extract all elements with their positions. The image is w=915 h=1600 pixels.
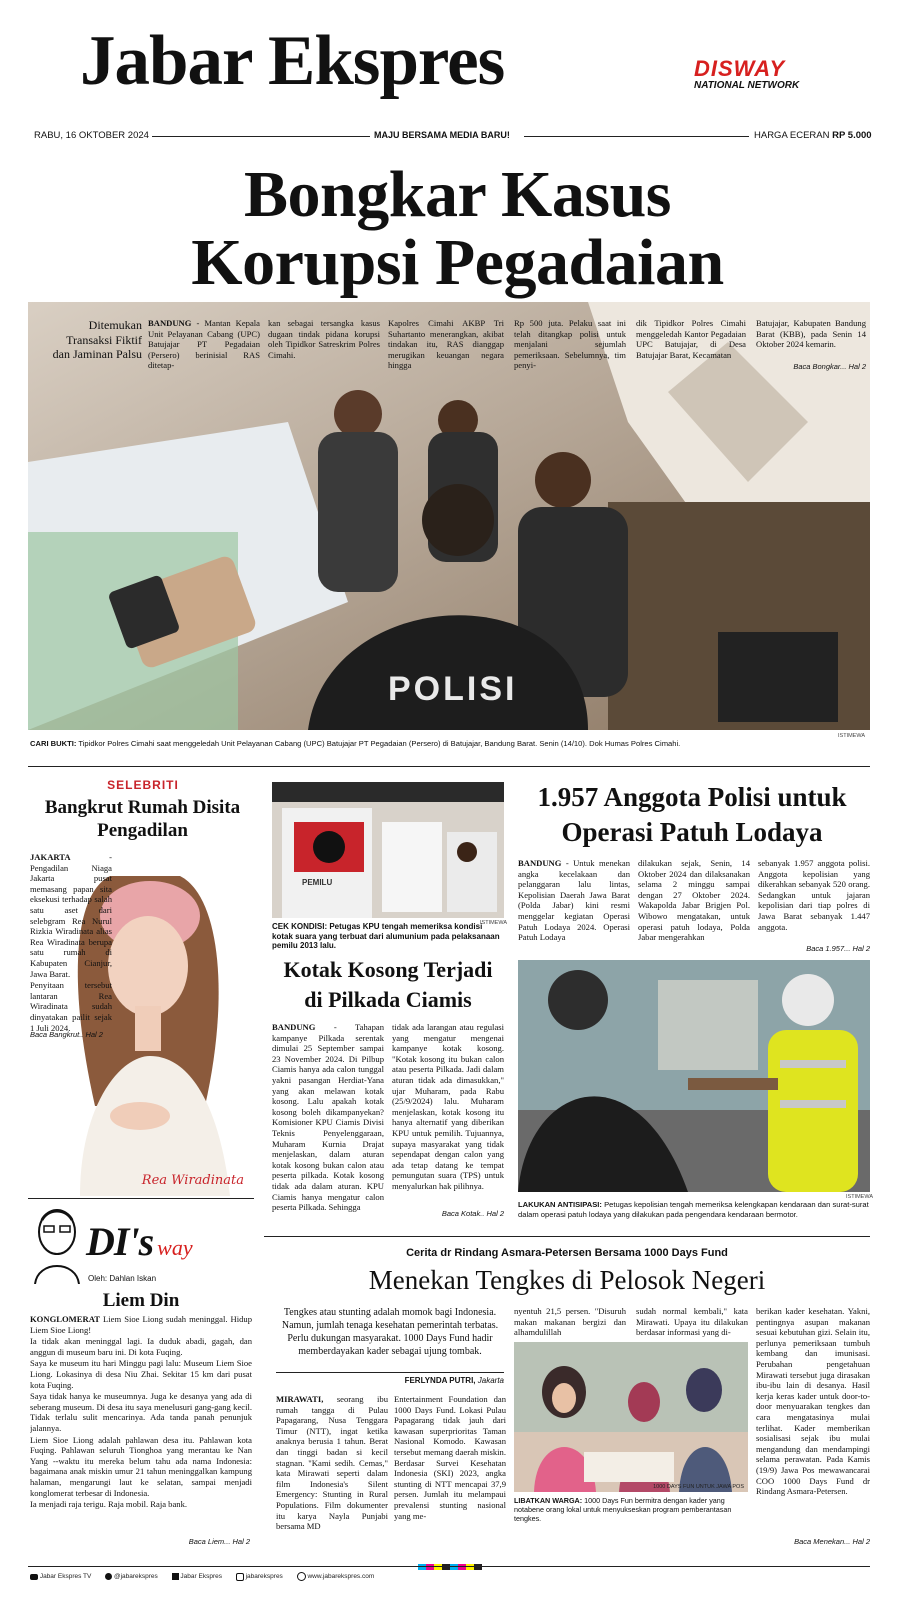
headline-col-2: kan sebagai tersangka kasus dugaan tindak pidana korupsi oleh Tipidkor Satreskrim Polres Cimahi.	[268, 318, 380, 360]
bottom-section-divider	[264, 1236, 870, 1237]
date-rule-right	[524, 136, 749, 137]
tengkes-col-3: nyentuh 21,5 persen. "Disuruh makan makanan bergizi dan alhamdulillah	[514, 1306, 626, 1338]
kotak-photo	[272, 782, 504, 918]
disway-para-2: Ia tidak akan meninggal lagi. Ia duduk abadi, gagah, dan anggun di museum baru ini. Di kota Fuqing.	[30, 1336, 252, 1357]
headline-col-1-text: - Mantan Kepala Unit Pelayanan Cabang (UPC) Batujajar PT Pegadaian (Persero) berinisial RAS ditetap-	[148, 318, 260, 371]
kotak-box-label: PEMILU	[302, 878, 333, 887]
headline-line-1: Bongkar Kasus	[244, 158, 671, 231]
footer-web[interactable]: www.jabarekspres.com	[307, 1573, 375, 1581]
section-divider	[28, 766, 870, 767]
tengkes-col-5: berikan kader kesehatan. Yakni, pentingnya asupan makanan sesuai kebutuhan gizi. Selain itu, perlunya pemeriksaan tumbuh kembang dan imunisasi. Perubahan pengetahuan Mirawati tersebut juga dirasakan ibu-ibu lain di desanya. Hasil kerja keras kader untuk door-to-door menyuarakan tengkes dan cara mengatasinya mulai terlihat. Kader memberikan sosialisasi sejak ibu mulai mengandung dan mendampingi selama perawatan. Pada Kamis (19/9) Jawa Pos mewawancarai COO 1000 Days Fund dr Rindang Asmara-Petersen.	[756, 1306, 870, 1497]
polisi-title-line-1: 1.957 Anggota Polisi untuk	[537, 782, 847, 812]
date-rule-left	[152, 136, 370, 137]
selebriti-continue-ref[interactable]: Baca Bangkrut.. Hal 2	[30, 1030, 103, 1039]
kotak-col-2: tidak ada larangan atau regulasi yang mengatur mengenai kampanye kotak kosong. "Kotak kosong itu bukan calon atau peserta Pilkada. Jadi dalam aturan tidak ada dimasukkan," ujar Muharam, pada Rabu (25/9/2024) lalu. Muharam menjelaskan, kotak kosong itu hanya alternatif yang diberikan KPU untuk pemilih. Tujuannya, supaya masyarakat yang tidak sependapat dengan calon yang ada tetap datang ke tempat pemungutan suara (TPS) untuk menyalurkan hak pilihnya.	[392, 1022, 504, 1191]
selebriti-title: Bangkrut Rumah Disita Pengadilan	[44, 797, 241, 841]
footer-facebook[interactable]: Jabar Ekspres	[180, 1573, 222, 1581]
tengkes-continue-ref[interactable]: Baca Menekan... Hal 2	[794, 1537, 870, 1546]
polisi-dateline: BANDUNG	[518, 858, 562, 868]
price-value: RP 5.000	[832, 130, 872, 141]
masthead-tagline: MAJU BERSAMA MEDIA BARU!	[374, 130, 510, 140]
tengkes-col-1-text: seorang ibu rumah tangga di Pulau Papagarang, Nusa Tenggara Timur (NTT), ingat ketika anaknya berusia 1 tahun. Berat dan tinggi badan si kecil stagnan. "Kami sedih. Cemas," kata Mirawati seperti dalam film Indonesia's Silent Emergency: Stunting in Rural Populations. Film dokumenter itu karya Nayla Punjabi bersama MD	[276, 1394, 388, 1532]
tengkes-caption-lead: LIBATKAN WARGA:	[514, 1496, 583, 1505]
polisi-caption	[518, 1200, 870, 1219]
headline-dateline: BANDUNG	[148, 318, 192, 328]
headline-subhead: Ditemukan Transaksi Fiktif dan Jaminan Palsu	[52, 318, 142, 361]
color-registration-bar	[418, 1557, 482, 1563]
headline-continue-ref[interactable]: Baca Bongkar... Hal 2	[793, 362, 866, 371]
polisi-col-1-text: - Untuk menekan angka kecelakaan dan pelanggaran lalu lintas, Kepolisian Daerah Jawa Barat (Polda Jabar) kini resmi menggelar kegiatan Operasi Patuh Lodaya 2024. Operasi Patuh Lodaya	[518, 858, 630, 943]
disway-para-4: Saya tidak hanya ke museumnya. Juga ke desanya yang ada di seberang museum. Di desa itu saya menelusuri gang-gang kecil. Tidak terlalu sulit mencarinya. Ada tanda panah penunjuk jalannya.	[30, 1391, 252, 1433]
footer-instagram[interactable]: jabarekspres	[245, 1573, 283, 1581]
disway-logo-script: way	[157, 1235, 193, 1260]
tengkes-kicker: Cerita dr Rindang Asmara-Petersen Bersama 1000 Days Fund	[406, 1247, 728, 1259]
masthead-date: RABU, 16 OKTOBER 2024	[34, 130, 149, 141]
tengkes-title: Menekan Tengkes di Pelosok Negeri	[368, 1265, 766, 1295]
disway-continue-ref[interactable]: Baca Liem... Hal 2	[188, 1537, 250, 1546]
headline-col-3: Kapolres Cimahi AKBP Tri Suhartanto menerangkan, akibat tindakan itu, RAS dianggap merugikan keuangan negara hingga	[388, 318, 504, 371]
polisi-caption-text: Petugas kepolisian tengah memeriksa kelengkapan kendaraan dan surat-surat dalam operasi patuh lodaya yang dilakukan pada pengendara kendaraan bermotor.	[518, 1200, 869, 1219]
kotak-dateline: BANDUNG	[272, 1022, 316, 1032]
footer-rule	[28, 1566, 870, 1567]
polisi-col-2: dilakukan sejak, Senin, 14 Oktober 2024 dan dilaksanakan selama 2 minggu sampai dengan 27 Oktober 2024. Wakapolda Jabar Brigjen Pol. Wibowo mengatakan, untuk operasi patuh lodaya, Polda Jabar mengerahkan	[638, 858, 750, 943]
kotak-caption	[272, 922, 504, 951]
kotak-caption-lead: CEK KONDISI:	[272, 922, 328, 931]
kotak-photo-credit: ISTIMEWA	[480, 920, 507, 926]
kotak-caption-text: Petugas KPU tengah memeriksa kondisi kotak suara yang terbuat dari alumunium pada pelaksanaan pemilu 2013 lalu.	[272, 922, 500, 950]
dahlan-portrait	[30, 1204, 84, 1284]
facebook-icon	[172, 1573, 179, 1580]
kotak-col-1-text: - Tahapan kampanye Pilkada serentak dimulai 25 September sampai 23 November 2024. Di Pilbup Ciamis hanya ada calon tunggal yakni pasangan Herdiat-Yana yang akan melawan kotak kosong. Lalu apakah kotak kosong boleh dikampanyekan? Komisioner KPU Ciamis Divisi Teknis Penyelenggaraan, Muharam Kurnia Drajat menjelaskan, dalam aturan kotak kosong bukan calon atau peserta pilkada. Kotak kosong tidak ada dalam aturan. KPU Ciamis hanya mengatur calon peserta Pilkada. Sehingga	[272, 1022, 384, 1213]
disway-network-sub: NATIONAL NETWORK	[694, 80, 800, 91]
tengkes-byline-city: Jakarta	[477, 1376, 504, 1385]
masthead-title: Jabar Ekspres	[80, 22, 505, 100]
disway-body	[30, 1314, 252, 1519]
kotak-col-1	[272, 1022, 384, 1216]
selebriti-body-1: - Pengadilan Niaga Jakarta pusat memasang papan sita eksekusi terhadap salah satu aset dari selebgram Rea Nurul Rizkia Wiradinata alias Rea Wiradinata berupa satu rumah di Kabupaten Cianjur, Jawa Barat.	[30, 852, 112, 979]
tengkes-col-2: Entertainment Foundation dan 1000 Days Fund. Lokasi Pulau Papagarang tidak jauh dari kawasan superprioritas Taman Nasional Komodo. Kawasan tersebut memang daerah miskin. Berdasar Survei Kesehatan Indonesia (SKI) 2023, angka stunting di NTT mencapai 37,9 persen. Jumlah itu melampaui prevalensi stunting nasional yang me-	[394, 1394, 506, 1521]
tengkes-dateline: MIRAWATI,	[276, 1394, 324, 1404]
disway-para-5: Liem Sioe Liong adalah pahlawan desa itu. Pahlawan kota Fuqing. Pahlawan seluruh Tionghoa yang merantau ke Nan Yang --waktu itu mereka belum tahu ada nama Indonesia: bagaimana anak miskin umur 21 tahun meninggalkan kampung halaman, mengarungi laut ke selatan, sampai menjadi konglomerat terbesar di Indonesia.	[30, 1434, 252, 1498]
headline-col-5: dik Tipidkor Polres Cimahi menggeledah Kantor Pegadaian UPC Batujajar, di Desa Batujajar Barat, Kecamatan	[636, 318, 746, 360]
disway-network-logo	[694, 58, 844, 92]
tengkes-caption	[514, 1496, 748, 1523]
web-icon	[297, 1572, 306, 1581]
headline-col-4: Rp 500 juta. Pelaku saat ini telah ditangkap polisi untuk menjalani sejumlah pemeriksaan. Sebelumnya, tim penyi-	[514, 318, 626, 371]
tengkes-photo-credit: 1000 DAYS FUN UNTUK JAWA POS	[653, 1484, 744, 1490]
headline-caption	[30, 739, 870, 749]
disway-top-rule	[28, 1198, 254, 1199]
youtube-icon	[30, 1574, 38, 1580]
disway-para-3: Saya ke museum itu hari Minggu pagi lalu: Museum Liem Sioe Liong. Lokasinya di desa Niu Zhai. Sekitar 15 km dari pusat kota Fuqing.	[30, 1358, 252, 1390]
polisi-continue-ref[interactable]: Baca 1.957... Hal 2	[806, 944, 870, 953]
polisi-col-1	[518, 858, 630, 956]
photo-vest-text: POLISI	[388, 670, 518, 708]
footer-youtube[interactable]: Jabar Ekspres TV	[39, 1573, 92, 1581]
polisi-photo-credit: ISTIMEWA	[846, 1194, 873, 1200]
headline-col-1	[148, 318, 260, 372]
tengkes-byline-rule	[276, 1372, 504, 1373]
polisi-caption-lead: LAKUKAN ANTISIPASI:	[518, 1200, 602, 1209]
selebriti-body-2: Penyitaan tersebut lantaran Rea Wiradinata sudah dinyatakan pailit sejak 1 Juli 2024.	[30, 980, 112, 1033]
headline-line-2: Korupsi Pegadaian	[191, 226, 724, 299]
disway-para-6: Ia menjadi raja terigu. Raja mobil. Raja bank.	[30, 1499, 188, 1510]
tengkes-col-1	[276, 1394, 388, 1544]
polisi-photo	[518, 960, 870, 1192]
instagram-icon	[236, 1573, 244, 1581]
disway-lead: KONGLOMERAT	[30, 1314, 101, 1324]
selebriti-body	[30, 852, 112, 1034]
selebriti-kicker: SELEBRITI	[107, 778, 179, 792]
disway-para-1: Liem Sioe Liong sudah meninggal. Hidup Liem Sioe Liong!	[30, 1314, 252, 1335]
disway-title: Liem Din	[102, 1290, 180, 1311]
tengkes-photo	[514, 1342, 748, 1492]
kotak-continue-ref[interactable]: Baca Kotak.. Hal 2	[441, 1209, 504, 1218]
selebriti-dateline: JAKARTA	[30, 852, 71, 862]
twitter-icon	[105, 1573, 112, 1580]
selebriti-photo-name: Rea Wiradinata	[141, 1173, 244, 1188]
headline-caption-text: Tipidkor Polres Cimahi saat menggeledah Unit Pelayanan Cabang (UPC) Batujajar PT Pegadaian (Persero) di Batujajar, Bandung Barat. Senin (14/10). Dok Humas Polres Cimahi.	[76, 739, 681, 748]
footer-socials	[30, 1572, 374, 1581]
tengkes-byline	[276, 1376, 504, 1385]
price-label: HARGA ECERAN	[754, 130, 830, 141]
headline-photo-credit: ISTIMEWA	[838, 733, 865, 739]
disway-logo	[86, 1218, 246, 1268]
masthead-price	[754, 130, 872, 141]
footer-twitter[interactable]: @jabarekspres	[113, 1573, 158, 1581]
tengkes-byline-name: FERLYNDA PUTRI,	[404, 1376, 476, 1385]
polisi-col-3: sebanyak 1.957 anggota polisi. Anggota kepolisian yang dikerahkan sebanyak 520 orang. Sedangkan untuk jajaran kepolisian dari tiap polres di Jawa Barat sebanyak 1.447 anggota.	[758, 858, 870, 932]
tengkes-caption-text: 1000 Days Fun bermitra dengan kader yang notabene orang lokal untuk menyukseskan program pemberantasan tengkes.	[514, 1496, 732, 1523]
disway-logo-main: DI's	[86, 1219, 154, 1264]
kotak-title: Kotak Kosong Terjadi di Pilkada Ciamis	[283, 957, 493, 1012]
headline-caption-lead: CARI BUKTI:	[30, 739, 77, 748]
tengkes-col-4: sudah normal kembali," kata Mirawati. Upaya itu dilakukan berdasar informasi yang di-	[636, 1306, 748, 1338]
polisi-title-line-2: Operasi Patuh Lodaya	[561, 817, 823, 847]
disway-brand: DISWAY	[694, 56, 786, 81]
tengkes-intro: Tengkes atau stunting adalah momok bagi Indonesia. Namun, jumlah tenaga kesehatan pemerintah terbatas. Perlu dukungan masyarakat. 1000 Days Fund hadir memberdayakan kader sebagai ujung tombak.	[281, 1307, 499, 1357]
headline-col-6: Batujajar, Kabupaten Bandung Barat (KBB), pada Senin 14 Oktober 2024 kemarin.	[756, 318, 866, 350]
disway-author: Oleh: Dahlan Iskan	[88, 1274, 157, 1283]
